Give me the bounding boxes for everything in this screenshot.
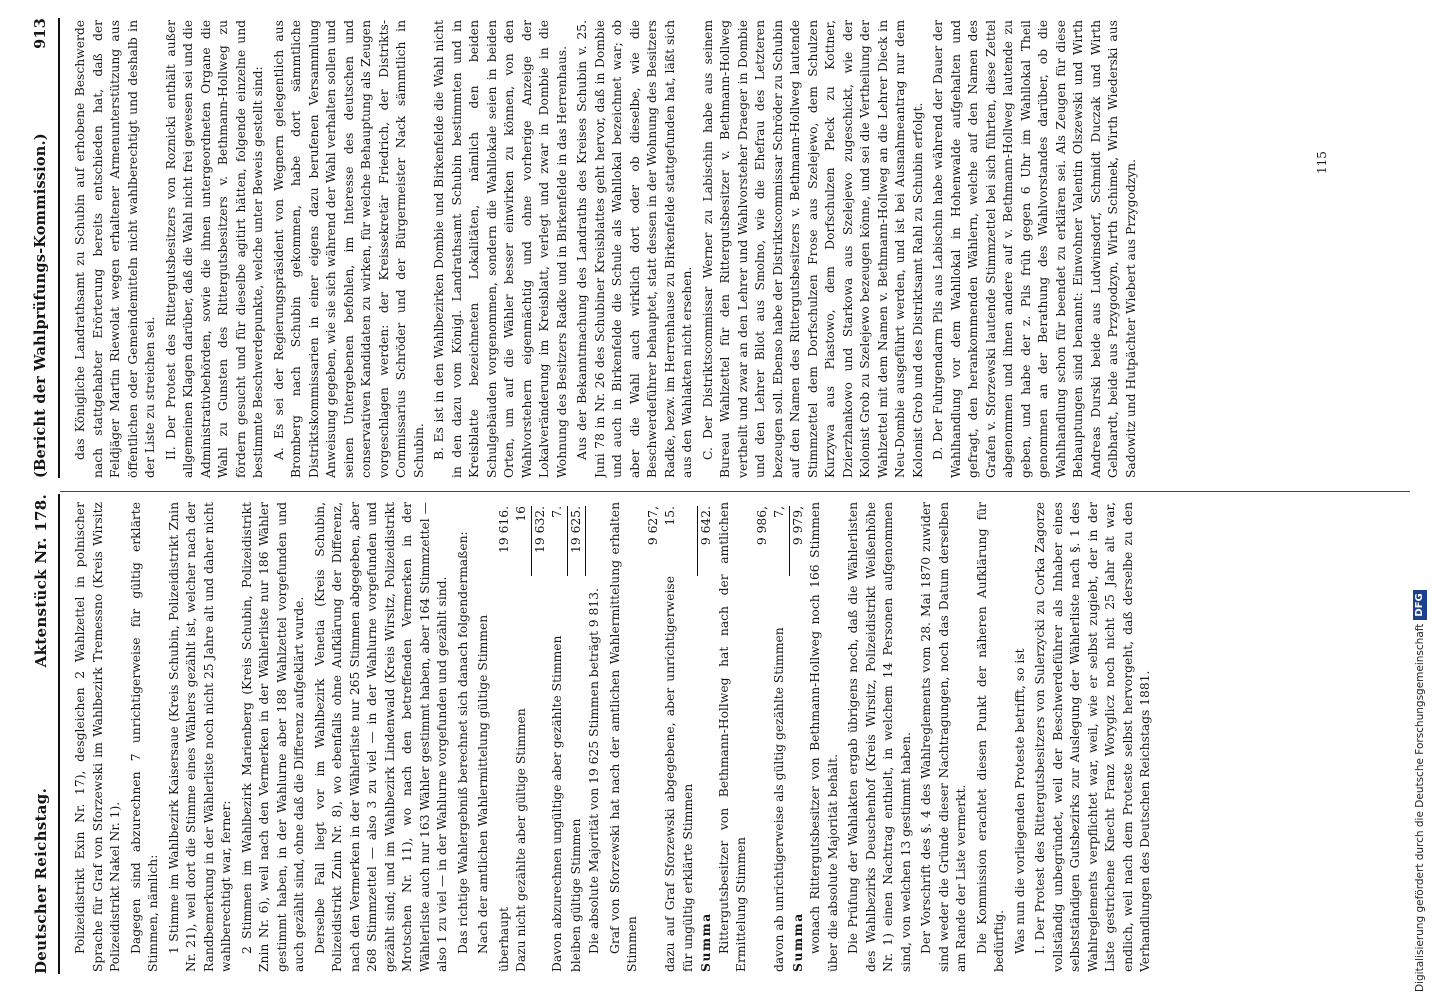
paragraph: Die absolute Majorität von 19 625 Stimmen beträgt 9 813.	[587, 588, 601, 954]
folio-number: 115	[1315, 151, 1329, 174]
paragraph: II. Der Protest des Rittergutsbesitzers von Roznicki enthält außer allgemeinen Klagen darüber, daß die Wahl nicht frei gewesen sei und die Administrativbehörden, sowie die ihnen untergeordneten Organe die Wahl zu Gunsten des Rittergutsbesitzers v. Bethmann-Hollweg zu fördern gesucht und für dieselbe agitirt hätten, folgende einzelne und bestimmte Beschwerdepunkte, welche unter Beweis gestellt sind:	[163, 20, 265, 478]
paragraph: Dagegen sind abzurechnen 7 unrichtigerweise für gültig erklärte Stimmen, nämlich:	[128, 502, 160, 972]
aktenstueck-label: Aktenstück Nr. 178.	[32, 494, 50, 668]
sum-row	[549, 502, 567, 972]
dfg-logo: DFG	[1413, 590, 1427, 619]
digitization-stripe	[1407, 0, 1432, 1000]
sum-row	[789, 502, 808, 972]
digitization-note: Digitalisierung gefördert durch die Deutsche Forschungsgemeinschaft	[1413, 623, 1426, 992]
paragraph: I. Der Protest des Rittergutsbesitzers von Sulerzycki zu Corka Zagorze vollständig unbegründet, weil der Beschwerdeführer als Inhaber eines selbstständigen Gutsbezirks zur Auslegung der Wählerliste nach §. 1 des Wahlreglements verpflichtet war, weil, wie er selbst zugiebt, der in der Liste gestrichene Knecht Franz Woryglicz noch nicht 25 Jahr alt war, endlich, weil nach dem Proteste selbst hervorgeht, daß derselbe zu den Verhandlungen des Deutschen Reichstags 1881.	[1033, 502, 1152, 972]
paragraph: Das richtige Wahlergebniß berechnet sich danach folgendermaßen:	[455, 531, 470, 954]
paragraph: C. Der Distriktscommissar Werner zu Labischin habe aus seinem Bureau Wahlzettel für den Rittergutsbesitzer v. Bethmann-Hollweg vertheilt und zwar an den Lehrer und Wahlvorsteher Draeger in Dombie und den Lehrer Bilot aus Smolno, wie die Ehefrau des Letzteren bezeugen soll. Ebenso habe der Distriktscommissar Schröder zu Schubin auf den Namen des Rittergutsbesitzers v. Bethmann-Hollweg lautende Stimmzettel dem Dorfschulzen Frose aus Szelejewo, dem Schulzen Kurzywa aus Piastowo, dem Dorfschulzen Pleck zu Kottner, Dzierzhankowo und Starkowa aus Szelejewo zugeschickt, wie der Kolonist Grob zu Szelejewo bezeugen könne, und sei die Vertheilung der Wahlzettel mit dem Namen v. Bethmann-Hollweg an die Lehrer Dieck in Neu-Dombie ausgeführt werden, und ist bei Ausnahmeantrag nur dem Kolonist Grob und des Distriktsamt Rahl zu Schubin erfolgt.	[700, 20, 925, 478]
sum-value: 9 986,	[754, 506, 769, 546]
sum-value: 9 642.	[697, 506, 716, 576]
kommission-title: (Bericht der Wahlprüfungs-Kommission.)	[32, 133, 49, 478]
paragraph: Was nun die vorliegenden Proteste betrifft, so ist	[1012, 648, 1027, 954]
paragraph: Der Vorschrift des §. 4 des Wahlreglements vom 28. Mai 1870 zuwider sind weder die Gründe dieser Nachtragungen, noch das Datum derselben am Rande der Liste vermerkt.	[919, 502, 968, 972]
paragraph: Rittergutsbesitzer von Bethmann-Hollweg hat nach der amtlichen Ermittelung Stimmen	[716, 502, 748, 972]
sum-label: Summa	[698, 912, 713, 972]
left-page-header	[32, 494, 60, 974]
sum-value: 19 625.	[567, 506, 587, 576]
sum-value: 19 632.	[531, 506, 550, 576]
sum-value: 9 979,	[789, 506, 808, 576]
paragraph: 2 Stimmen im Wahlbezirk Marienberg (Kreis Schubin, Polizeidistrikt Znin Nr. 6), weil nach den Vermerken in der Wählerliste nur 186 Wähler gestimmt haben, in der Wahlurne aber 188 Wahlzettel vorgefunden und auch gezählt sind, ohne daß die Differenz aufgeklärt wurde.	[239, 502, 306, 972]
sum-row	[662, 502, 697, 972]
right-page-header	[32, 18, 60, 478]
right-text-column	[72, 20, 1412, 478]
sum-row	[567, 502, 587, 972]
paragraph: 1 Stimme im Wahlbezirk Kaisersaue (Kreis Schubin, Polizeidistrikt Znin Nr. 21), weil dort die Stimme eines Wählers gezählt ist, welcher nach der Randbemerkung in der Wählerliste noch nicht 25 Jahre alt und daher nicht wahlberechtigt war, ferner:	[166, 502, 233, 972]
sum-label: Dazu nicht gezählte aber gültige Stimmen	[514, 708, 528, 972]
page-number: 913	[32, 18, 49, 49]
sum-row	[754, 502, 772, 972]
reichstag-title: Deutscher Reichstag.	[32, 787, 50, 974]
sum-row	[496, 502, 514, 972]
paragraph: A. Es sei der Regierungspräsident von Wegnern gelegentlich aus Bromberg nach Schubin gekommen, habe dort sämmtliche Distriktskommissarien in einer eigens dazu berufenen Versammlung Anweisung gegeben, wie sie sich während der Wahl verhalten sollen und seinen Untergebenen befohlen, im Interesse des deutschen und conservativen Kandidaten zu wirken, für welche Behauptung als Zeugen vorgeschlagen werden: der Kreissekretär Friedrich, der Distrikts-Commissarius Schröder und der Bürgermeister Nack sämmtlich in Schubin.	[271, 20, 426, 478]
sum-value: 16	[514, 506, 528, 522]
sum-value: 15.	[663, 506, 677, 526]
paragraph: D. Der Fuhrgendarm Pils aus Labischin habe während der Dauer der Wahlhandlung vor dem Wahllokal in Hohenwalde aufgehalten und gefragt, den herankommenden Wählern, welche auf den Namen des Grafen v. Sforzewski lautende Stimmzettel bei sich führten, diese Zettel abgenommen und ihnen andere auf v. Bethmann-Hollweg lautende zu geben, und habe der z. Pils früh gegen 6 Uhr im Wahllokal Theil genommen an der Berathung des Wahlvorstandes darüber, ob die Wahlhandlung schon für beendet zu erklären sei. Als Zeugen für diese Behauptungen sind benannt: Einwohner Valentin Olszewski und Wirth Andreas Durski beide aus Ludwinsdorf, Schmidt Duczak und Wirth Gelbhardt, beide aus Przygodzyn, Wirth Schimek, Wirth Wiederski aus Sadowitz und Hutpächter Wiebert aus Przygodzyn.	[931, 20, 1138, 478]
sum-label: überhaupt	[496, 907, 511, 972]
sum-value: 7.	[550, 506, 564, 518]
sum-value: 9 627,	[645, 506, 660, 546]
paragraph: wonach Rittergutsbesitzer von Bethmann-Hollweg noch 166 Stimmen über die absolute Majorität behält.	[808, 502, 840, 972]
sum-row	[771, 502, 789, 972]
sum-row	[513, 502, 531, 972]
paragraph: Polizeidistrikt Exin Nr. 17), desgleichen 2 Wahlzettel in polnischer Sprache für Graf von Sforzewski im Wahlbezirk Tremessno (Kreis Wirsitz Polizeidistrikt Nakel Nr. 1).	[73, 502, 122, 972]
sum-value: 19 616.	[496, 506, 511, 553]
sum-row	[645, 502, 663, 972]
paragraph: Die Kommission erachtet diesen Punkt der näheren Aufklärung für bedürftig.	[974, 502, 1006, 972]
sum-row	[531, 502, 550, 972]
left-text-column	[72, 502, 1412, 972]
paragraph: Graf von Sforzewski hat nach der amtlichen Wahlermittelung erhalten Stimmen	[607, 502, 639, 972]
sum-label: davon ab unrichtigerweise als gültig gezählte Stimmen	[772, 627, 786, 972]
paragraph: Derselbe Fall liegt vor im Wahlbezirk Venetia (Kreis Schubin, Polizeidistrikt Znin Nr. 8), wo ebenfalls ohne Aufklärung der Differenz, nach den Vermerken in der Wählerliste nur 265 Stimmen abgegeben, aber 268 Stimmzettel — also 3 zu viel — in der Wahlurne vorgefunden und gezählt sind; und im Wahlbezirk Lindenwald (Kreis Wirsitz, Polizeidistrikt Mrotschen Nr. 11), wo nach den betreffenden Vermerken in der Wählerliste auch nur 163 Wähler gestimmt haben, aber 164 Stimmzettel — also 1 zu viel — in der Wahlurne vorgefunden und gezählt sind.	[312, 502, 449, 972]
sum-label: Summa	[789, 912, 805, 972]
sum-label: bleiben gültige Stimmen	[568, 818, 583, 972]
paragraph: Die Prüfung der Wahlakten ergab übrigens noch, daß die Wählerlisten des Wahlbezirks Deuschenhof (Kreis Wirsitz, Polizeidistrikt Weißenhöhe Nr. 1) einen Nachtrag enthielt, in welchem 14 Personen aufgenommen sind, von welchen 13 gestimmt haben.	[846, 502, 913, 972]
sum-value: 7,	[772, 506, 786, 518]
paragraph: das Königliche Landrathsamt zu Schubin auf erhobene Beschwerde nach stattgehabter Erörterung bereits entschieden hat, daß der Feldjäger Martin Riewolat wegen erhaltener Armenunterstützung aus öffentlichen oder Gemeindemitteln nicht wahlberechtigt und deshalb in der Liste zu streichen sei.	[73, 20, 157, 478]
paragraph: B. Es ist in den Wahlbezirken Dombie und Birkenfelde die Wahl nicht in den dazu vom Königl. Landrathsamt Schubin bestimmten und in Kreisblatte bezeichneten Lokalitäten, nämlich den beiden Schulgebäuden vorgenommen, sondern die Wahllokale seien in beiden Orten, um auf die Wähler besser einwirken zu können, von den Wahlvorstehern eigenmächtig und ohne vorherige Anzeige der Lokalveränderung im Kreisblatt, verlegt und zwar in Dombie in die Wohnung des Besitzers Radke und in Birkenfelde in das Herrenhaus.	[432, 20, 569, 478]
sum-label: Davon abzurechnen ungültige aber gezählte Stimmen	[550, 635, 564, 972]
paragraph: Nach der amtlichen Wahlermittelung gültige Stimmen	[476, 614, 490, 954]
column-divider	[60, 491, 1410, 492]
sum-row	[697, 502, 716, 972]
paragraph: Aus der Bekanntmachung des Landraths des Kreises Schubin v. 25. Juni 78 in Nr. 26 des Schubiner Kreisblattes geht hervor, daß in Dombie und auch in Birkenfelde die Schule als Wahllokal bezeichnet war; ob aber die Wahl auch wirklich dort oder ob dieselbe, wie die Beschwerdeführer behauptet, statt dessen in der Wohnung des Besitzers Radke, bezw. im Herrenhause zu Birkenfelde stattgefunden hat, läßt sich aus den Wahlakten nicht ersehen.	[575, 20, 694, 478]
sum-label: dazu auf Graf Sforzewski abgegebene, aber unrichtigerweise für ungültig erklärte Stimmen	[663, 576, 695, 972]
